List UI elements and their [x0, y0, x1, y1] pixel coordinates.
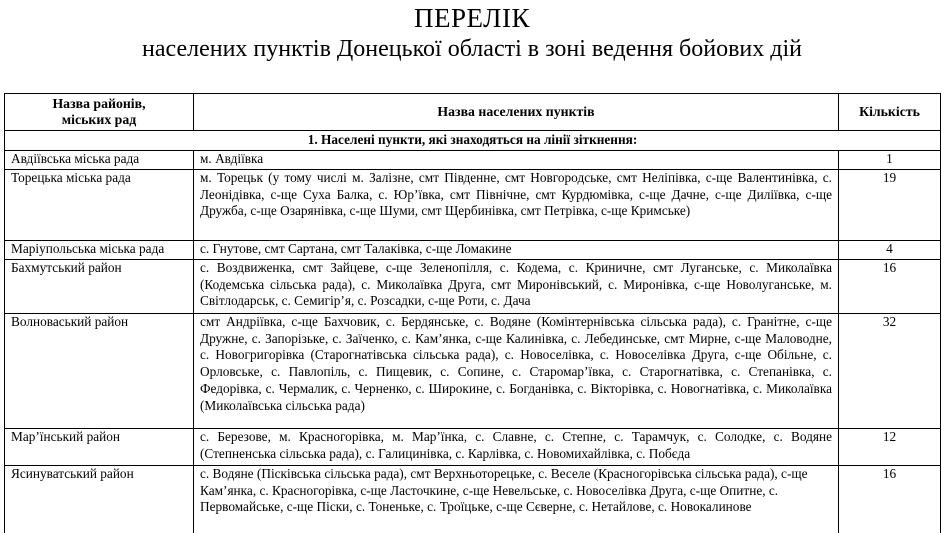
header-count-column: Кількість: [839, 93, 941, 130]
count-cell: 16: [839, 259, 941, 313]
count-cell: 16: [839, 465, 941, 533]
document-title: [0, 3, 944, 64]
district-cell: Маріупольська міська рада: [5, 240, 194, 259]
header-district-line2: міських рад: [61, 111, 137, 127]
district-cell: Ясинуватський район: [5, 465, 194, 533]
district-cell: Торецька міська рада: [5, 169, 194, 240]
document-page: [0, 3, 944, 533]
settlements-cell: с. Березове, м. Красногорівка, м. Мар’їнка, с. Славне, с. Степне, с. Тарамчук, с. Солодке, с. Водяне (Степненська сільська рада), с. Галицинівка, с. Карлівка, с. Новомихайлівка, с. Побєда: [194, 428, 839, 465]
district-cell: Бахмутський район: [5, 259, 194, 313]
table-header-row: [5, 93, 941, 130]
district-cell: Авдіївська міська рада: [5, 150, 194, 169]
table-row: [5, 150, 941, 169]
table-row: [5, 465, 941, 533]
settlements-cell: с. Воздвиженка, смт Зайцеве, с-ще Зеленопілля, с. Кодема, с. Криничне, смт Луганське, с. Миколаївка (Кодемська сільська рада), с. Миколаївка Друга, смт Миронівський, с. Миронівка, с-ще Новолуганське, м. Світлодарськ, с. Семигір’я, с. Розсадки, с-ще Роти, с. Дача: [194, 259, 839, 313]
table-row: [5, 428, 941, 465]
settlements-cell: смт Андріївка, с-ще Бахчовик, с. Бердянське, с. Водяне (Комінтернівська сільська рада), с. Гранітне, с-ще Дружне, с. Запорізьке, с. Заїченко, с. Кам’янка, с-ще Калинівка, с. Лебединське, смт Мирне, с-ще Маловодне, с. Новогригорівка (Старогнатівська сільська рада), с. Новоселівка, с. Новоселівка Друга, с-ще Обільне, с. Орловське, с. Павлопіль, с. Пищевик, с. Сопине, с. Старомар’ївка, с. Старогнатівка, с. Степанівка, с. Федорівка, с. Чермалик, с. Черненко, с. Широкине, с. Богданівка, с. Вікторівка, с. Новогнатівка, с. Миколаївка (Миколаївська сільська рада): [194, 313, 839, 428]
table-row: [5, 169, 941, 240]
header-district-column: [5, 93, 194, 130]
header-settlements-column: Назва населених пунктів: [194, 93, 839, 130]
table-row: [5, 313, 941, 428]
count-cell: 32: [839, 313, 941, 428]
count-cell: 4: [839, 240, 941, 259]
table-row: [5, 240, 941, 259]
title-line-1: ПЕРЕЛІК: [414, 3, 530, 33]
section-header-text: 1. Населені пункти, які знаходяться на лінії зіткнення:: [5, 130, 941, 150]
settlements-cell: с. Гнутове, смт Сартана, смт Талаківка, с-ще Ломакине: [194, 240, 839, 259]
table-row: [5, 259, 941, 313]
settlements-cell: м. Торецьк (у тому числі м. Залізне, смт Південне, смт Новгородське, смт Неліпівка, с-ще Валентинівка, с. Леонідівка, с-ще Суха Балка, с. Юр’ївка, смт Північне, смт Курдюмівка, с-ще Дачне, с-ще Диліївка, с-ще Дружба, с-ще Озарянівка, с-ще Шуми, смт Щербинівка, смт Петрівка, с-ще Кримське): [194, 169, 839, 240]
header-district-line1: Назва районів,: [52, 95, 146, 111]
district-cell: Мар’їнський район: [5, 428, 194, 465]
count-cell: 12: [839, 428, 941, 465]
section-header-row: [5, 130, 941, 150]
count-cell: 1: [839, 150, 941, 169]
count-cell: 19: [839, 169, 941, 240]
district-cell: Волноваський район: [5, 313, 194, 428]
title-line-2: населених пунктів Донецької області в зоні ведення бойових дій: [142, 36, 802, 63]
settlements-table: [4, 93, 941, 533]
settlements-cell: с. Водяне (Пісківська сільська рада), смт Верхньоторецьке, с. Веселе (Красногорівська сільська рада), с-ще Кам’янка, с. Красногорівка, с-ще Ласточкине, с-ще Невельське, с. Новоселівка Друга, с-ще Опитне, с. Первомайське, с-ще Піски, с. Тоненьке, с. Троїцьке, с-ще Сєверне, с. Нетайлове, с. Новокалинове: [194, 465, 839, 533]
settlements-cell: м. Авдіївка: [194, 150, 839, 169]
